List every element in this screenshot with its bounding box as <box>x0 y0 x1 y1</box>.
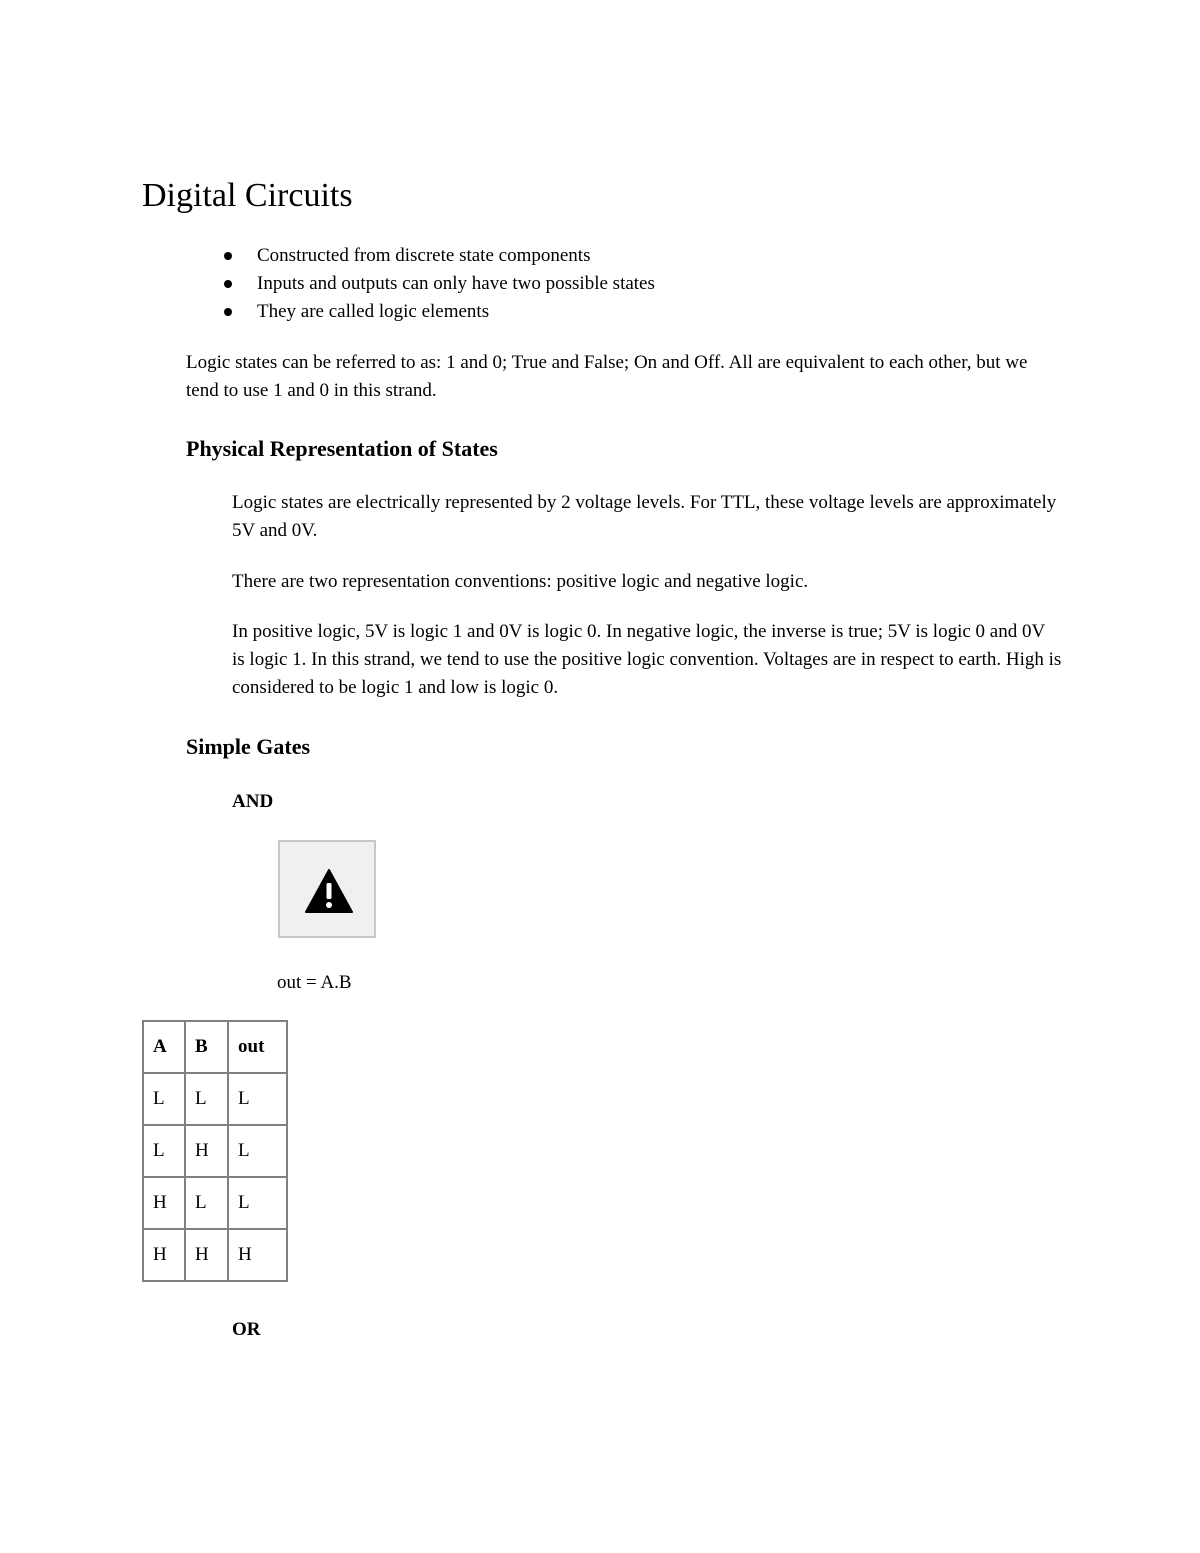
and-truth-table <box>142 1020 288 1282</box>
feature-list <box>186 242 655 326</box>
table-cell: L <box>143 1073 185 1125</box>
table-cell: H <box>143 1177 185 1229</box>
table-cell: H <box>185 1125 228 1177</box>
warning-icon <box>304 868 354 914</box>
column-header-b: B <box>185 1021 228 1073</box>
table-cell: H <box>143 1229 185 1281</box>
table-cell: L <box>143 1125 185 1177</box>
and-gate-expression: out = A.B <box>277 972 352 993</box>
list-item-text: They are called logic elements <box>257 301 490 322</box>
bullet-icon <box>224 308 232 316</box>
table-row <box>143 1177 287 1229</box>
table-row <box>143 1073 287 1125</box>
or-gate-label: OR <box>232 1319 261 1340</box>
table-row <box>143 1229 287 1281</box>
list-item-text: Inputs and outputs can only have two possible states <box>257 273 655 294</box>
section-heading-gates: Simple Gates <box>186 734 311 759</box>
table-cell: H <box>185 1229 228 1281</box>
physical-paragraph-1: Logic states are electrically represented by 2 voltage levels. For TTL, these voltage levels are approximately 5V and 0V. <box>232 492 1057 541</box>
list-item <box>186 270 655 298</box>
table-cell: L <box>185 1177 228 1229</box>
intro-paragraph: Logic states can be referred to as: 1 and 0; True and False; On and Off. All are equivalent to each other, but we tend to use 1 and 0 in this strand. <box>186 352 1028 401</box>
table-cell: L <box>228 1177 287 1229</box>
page-title: Digital Circuits <box>142 177 353 214</box>
physical-paragraph-2: There are two representation conventions: positive logic and negative logic. <box>232 571 809 592</box>
table-cell: H <box>228 1229 287 1281</box>
bullet-icon <box>224 252 232 260</box>
list-item <box>186 298 655 326</box>
column-header-a: A <box>143 1021 185 1073</box>
and-gate-label: AND <box>232 791 274 812</box>
and-gate-image-placeholder <box>278 840 376 938</box>
physical-paragraph-3: In positive logic, 5V is logic 1 and 0V is logic 0. In negative logic, the inverse is true; 5V is logic 0 and 0V is logic 1. In this strand, we tend to use the positive logic convention. Voltages are in respect to earth. High is considered to be logic 1 and low is logic 0. <box>232 621 1062 698</box>
table-cell: L <box>228 1073 287 1125</box>
section-heading-physical: Physical Representation of States <box>186 436 498 461</box>
table-cell: L <box>185 1073 228 1125</box>
list-item <box>186 242 655 270</box>
list-item-text: Constructed from discrete state components <box>257 245 591 266</box>
bullet-icon <box>224 280 232 288</box>
column-header-out: out <box>228 1021 287 1073</box>
table-row <box>143 1125 287 1177</box>
table-cell: L <box>228 1125 287 1177</box>
table-header-row <box>143 1021 287 1073</box>
